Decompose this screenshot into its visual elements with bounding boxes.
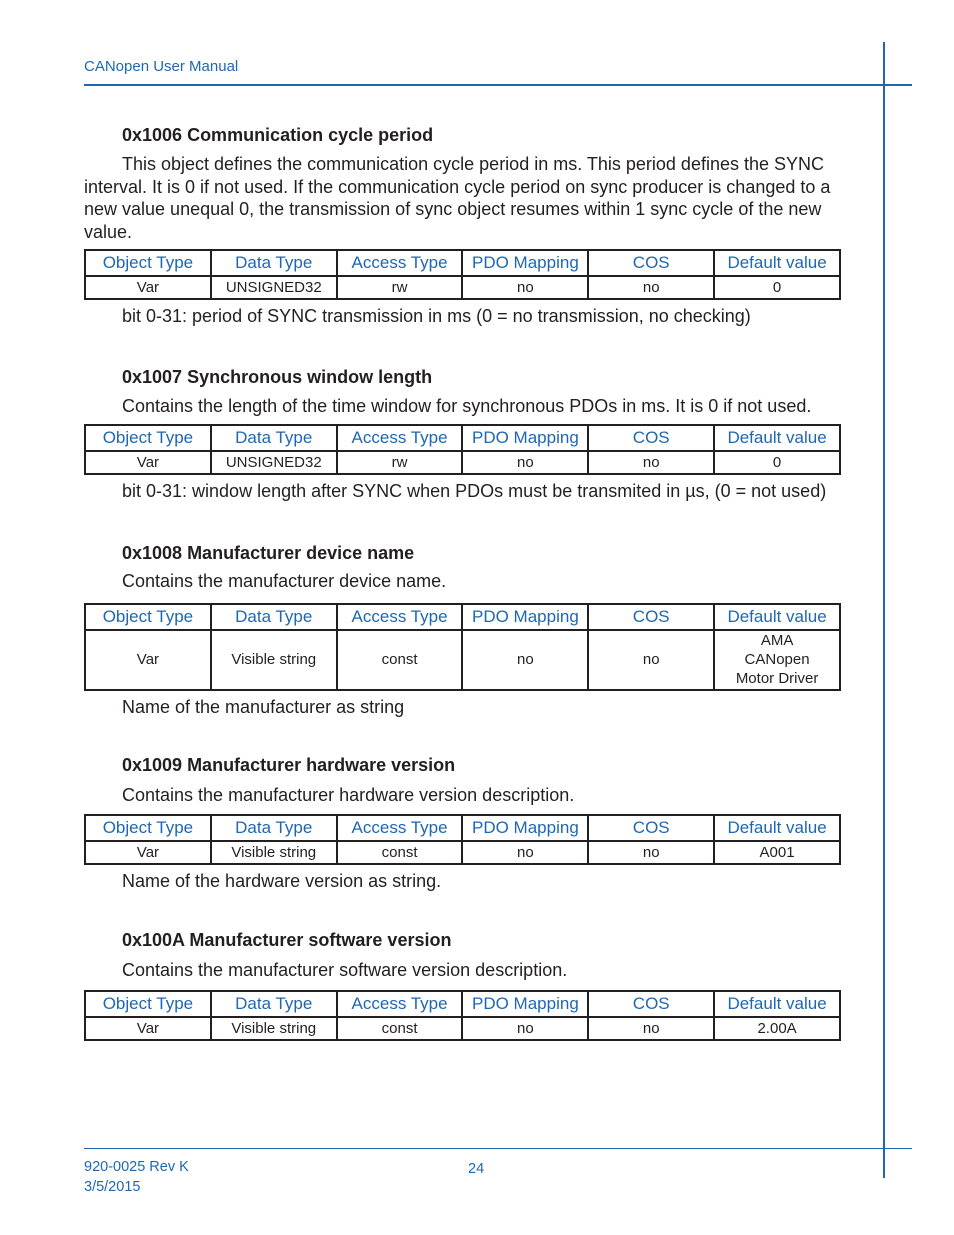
col-default-value: Default value	[714, 815, 840, 841]
col-data-type: Data Type	[211, 250, 337, 276]
col-pdo-mapping: PDO Mapping	[462, 604, 588, 630]
col-object-type: Object Type	[85, 425, 211, 451]
cell-default-value: 0	[714, 451, 840, 474]
col-default-value: Default value	[714, 425, 840, 451]
cell-data-type: UNSIGNED32	[211, 276, 337, 299]
cell-object-type: Var	[85, 1017, 211, 1040]
col-pdo-mapping: PDO Mapping	[462, 425, 588, 451]
col-object-type: Object Type	[85, 991, 211, 1017]
col-cos: COS	[588, 815, 714, 841]
cell-cos: no	[588, 451, 714, 474]
cell-access-type: const	[337, 841, 463, 864]
section-note: Name of the manufacturer as string	[122, 696, 405, 717]
cell-cos: no	[588, 276, 714, 299]
cell-pdo-mapping: no	[462, 451, 588, 474]
section-note: bit 0-31: period of SYNC transmission in ms (0 = no transmission, no checking)	[122, 306, 751, 326]
col-pdo-mapping: PDO Mapping	[462, 250, 588, 276]
section-note: Name of the hardware version as string.	[122, 870, 442, 891]
object-table	[84, 814, 841, 865]
col-object-type: Object Type	[85, 604, 211, 630]
cell-access-type: rw	[337, 451, 463, 474]
section-title: 0x1009 Manufacturer hardware version	[122, 755, 456, 775]
cell-data-type: Visible string	[211, 630, 337, 690]
col-access-type: Access Type	[337, 815, 463, 841]
col-object-type: Object Type	[85, 815, 211, 841]
table-row	[85, 841, 840, 864]
section-0x1006	[84, 124, 864, 327]
margin-rule	[883, 42, 885, 1178]
default-value-line: AMA	[760, 632, 794, 649]
cell-default-value: A001	[714, 841, 840, 864]
section-note: bit 0-31: window length after SYNC when PDOs must be transmited in µs, (0 = not used)	[122, 480, 827, 501]
section-title: 0x100A Manufacturer software version	[122, 930, 452, 950]
section-0x1007	[84, 366, 864, 502]
cell-object-type: Var	[85, 451, 211, 474]
header-rule	[84, 84, 912, 86]
page-number: 24	[468, 1161, 485, 1177]
cell-object-type: Var	[85, 841, 211, 864]
col-object-type: Object Type	[85, 250, 211, 276]
col-cos: COS	[588, 425, 714, 451]
col-access-type: Access Type	[337, 604, 463, 630]
cell-data-type: Visible string	[211, 1017, 337, 1040]
object-table	[84, 990, 841, 1041]
cell-cos: no	[588, 630, 714, 690]
cell-cos: no	[588, 1017, 714, 1040]
cell-data-type: UNSIGNED32	[211, 451, 337, 474]
object-table	[84, 424, 841, 475]
table-header-row	[85, 991, 840, 1017]
default-value-line: Motor Driver	[735, 670, 819, 687]
cell-default-value	[714, 630, 840, 690]
cell-access-type: const	[337, 1017, 463, 1040]
object-table	[84, 249, 841, 300]
section-description: Contains the manufacturer software version description.	[122, 960, 568, 980]
table-header-row	[85, 815, 840, 841]
col-access-type: Access Type	[337, 425, 463, 451]
footer-date: 3/5/2015	[84, 1179, 141, 1195]
section-description: Contains the length of the time window for synchronous PDOs in ms. It is 0 if not used.	[122, 396, 812, 416]
cell-default-value: 2.00A	[714, 1017, 840, 1040]
table-header-row	[85, 250, 840, 276]
cell-access-type: const	[337, 630, 463, 690]
col-cos: COS	[588, 604, 714, 630]
table-header-row	[85, 604, 840, 630]
col-default-value: Default value	[714, 991, 840, 1017]
object-table	[84, 603, 841, 691]
cell-object-type: Var	[85, 630, 211, 690]
footer-doc-number: 920-0025 Rev K	[84, 1159, 189, 1175]
col-data-type: Data Type	[211, 815, 337, 841]
section-0x1008	[84, 542, 864, 718]
section-title: 0x1006 Communication cycle period	[122, 125, 434, 145]
default-value-line: CANopen	[744, 651, 810, 668]
cell-cos: no	[588, 841, 714, 864]
col-pdo-mapping: PDO Mapping	[462, 815, 588, 841]
col-data-type: Data Type	[211, 425, 337, 451]
table-row	[85, 451, 840, 474]
col-access-type: Access Type	[337, 250, 463, 276]
cell-default-value: 0	[714, 276, 840, 299]
section-0x1009	[84, 754, 864, 892]
section-description: Contains the manufacturer device name.	[122, 571, 447, 591]
cell-data-type: Visible string	[211, 841, 337, 864]
running-header: CANopen User Manual	[84, 58, 239, 75]
cell-pdo-mapping: no	[462, 1017, 588, 1040]
col-data-type: Data Type	[211, 604, 337, 630]
col-access-type: Access Type	[337, 991, 463, 1017]
section-0x100A	[84, 929, 864, 1041]
section-description: Contains the manufacturer hardware version description.	[122, 785, 575, 805]
table-row	[85, 630, 840, 690]
col-default-value: Default value	[714, 250, 840, 276]
cell-object-type: Var	[85, 276, 211, 299]
col-cos: COS	[588, 991, 714, 1017]
cell-pdo-mapping: no	[462, 841, 588, 864]
section-title: 0x1008 Manufacturer device name	[122, 543, 415, 563]
cell-pdo-mapping: no	[462, 276, 588, 299]
table-header-row	[85, 425, 840, 451]
col-default-value: Default value	[714, 604, 840, 630]
table-row	[85, 276, 840, 299]
section-title: 0x1007 Synchronous window length	[122, 367, 433, 387]
table-row	[85, 1017, 840, 1040]
section-description: This object defines the communication cycle period in ms. This period defines the SYNC interval. It is 0 if not used. If the communication cycle period on sync producer is changed to a new value unequal 0, the transmission of sync object resumes within 1 sync cycle of the new value.	[84, 154, 831, 242]
col-data-type: Data Type	[211, 991, 337, 1017]
footer-doc-info	[84, 1157, 189, 1197]
footer-rule	[84, 1148, 912, 1149]
cell-access-type: rw	[337, 276, 463, 299]
col-cos: COS	[588, 250, 714, 276]
col-pdo-mapping: PDO Mapping	[462, 991, 588, 1017]
cell-pdo-mapping: no	[462, 630, 588, 690]
